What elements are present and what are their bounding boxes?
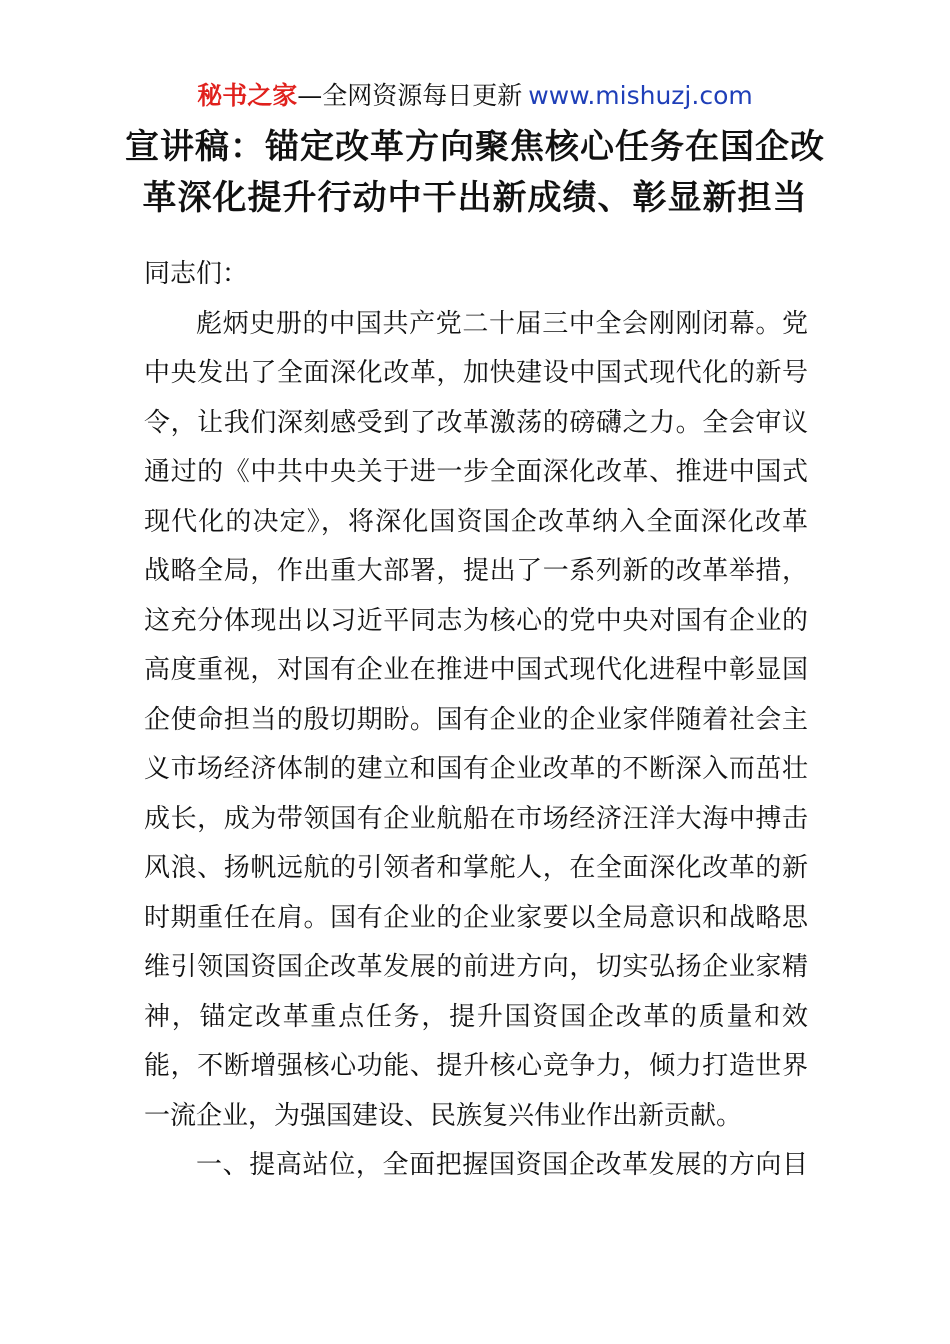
paragraph-line: 彪炳史册的中国共产党二十届三中全会刚刚闭幕。党 xyxy=(196,308,808,339)
title-line-1: 宣讲稿：锚定改革方向聚焦核心任务在国企改 xyxy=(125,127,825,167)
paragraph-line: 中央发出了全面深化改革，加快建设中国式现代化的新号 xyxy=(144,358,808,388)
paragraph-line: 神，锚定改革重点任务，提升国资国企改革的质量和效 xyxy=(144,1001,808,1032)
paragraph-line: 这充分体现出以习近平同志为核心的党中央对国有企业的 xyxy=(144,605,808,636)
paragraph-line: 通过的《中共中央关于进一步全面深化改革、推进中国式 xyxy=(144,457,808,487)
site-tagline: —全网资源每日更新 xyxy=(297,81,523,110)
document-title xyxy=(60,122,890,224)
paragraph-line: 一流企业，为强国建设、民族复兴伟业作出新贡献。 xyxy=(144,1100,743,1131)
paragraph-line: 战略全局，作出重大部署，提出了一系列新的改革举措， xyxy=(144,556,808,586)
paragraph-line: 风浪、扬帆远航的引领者和掌舵人，在全面深化改革的新 xyxy=(144,853,808,883)
paragraph-line: 维引领国资国企改革发展的前进方向，切实弘扬企业家精 xyxy=(144,952,808,982)
document-body xyxy=(144,250,808,1191)
paragraph-line: 时期重任在肩。国有企业的企业家要以全局意识和战略思 xyxy=(144,902,808,933)
section-1-heading xyxy=(144,1141,808,1191)
site-url-link[interactable]: www.mishuzj.com xyxy=(528,81,753,110)
title-line-2: 革深化提升行动中干出新成绩、彰显新担当 xyxy=(142,178,808,218)
salutation xyxy=(144,250,808,300)
site-header xyxy=(0,78,950,114)
paragraph-line: 高度重视，对国有企业在推进中国式现代化进程中彰显国 xyxy=(144,655,808,685)
section-heading-line: 一、提高站位，全面把握国资国企改革发展的方向目 xyxy=(196,1150,808,1180)
paragraph-1 xyxy=(144,300,808,1142)
salutation-text: 同志们： xyxy=(144,259,249,289)
paragraph-line: 能，不断增强核心功能、提升核心竞争力，倾力打造世界 xyxy=(144,1051,808,1081)
paragraph-line: 义市场经济体制的建立和国有企业改革的不断深入而茁壮 xyxy=(144,754,808,784)
paragraph-line: 令，让我们深刻感受到了改革激荡的磅礴之力。全会审议 xyxy=(144,407,808,438)
paragraph-line: 现代化的决定》，将深化国资国企改革纳入全面深化改革 xyxy=(144,506,808,537)
paragraph-line: 成长，成为带领国有企业航船在市场经济汪洋大海中搏击 xyxy=(144,803,808,834)
site-name: 秘书之家 xyxy=(197,81,298,110)
paragraph-line: 企使命担当的殷切期盼。国有企业的企业家伴随着社会主 xyxy=(144,704,808,735)
